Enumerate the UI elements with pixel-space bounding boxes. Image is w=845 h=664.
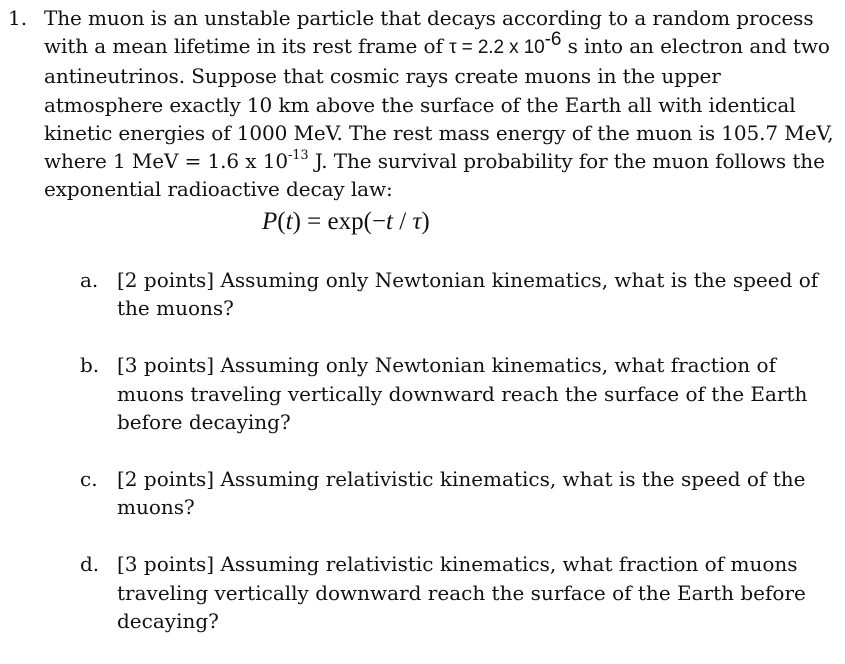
part-letter: a. (80, 268, 99, 292)
lifetime-expression: τ = 2.2 x 10 (449, 37, 545, 59)
eq-lhs-close: ) (292, 208, 301, 236)
eq-lhs-open: ( (277, 208, 286, 236)
part-d (80, 550, 830, 635)
problem-1 (8, 4, 838, 245)
eq-rhs-close: ) (421, 208, 430, 236)
part-text: [3 points] Assuming relativistic kinematics, what fraction of muons traveling vertically downward reach the surface of the Earth before decaying? (117, 552, 806, 633)
part-text: [3 points] Assuming only Newtonian kinematics, what fraction of muons traveling vertically downward reach the surface of the Earth before decaying? (117, 353, 808, 434)
lifetime-exponent: -6 (544, 28, 562, 50)
problem-statement (44, 4, 838, 203)
part-b (80, 351, 830, 436)
part-letter: d. (80, 552, 100, 577)
problem-header (8, 4, 838, 203)
stem-text-1: The muon is an unstable particle that decays according to a random process with a mean lifetime in its rest frame of (44, 6, 814, 59)
mev-exponent: -13 (287, 148, 309, 164)
part-letter: b. (80, 353, 100, 378)
eq-lhs-t: t (285, 208, 293, 236)
part-letter: c. (80, 467, 98, 492)
eq-rhs-open: (− (363, 208, 387, 236)
eq-rhs-slash: / (392, 208, 413, 236)
problem-number: 1. (8, 6, 28, 30)
part-a (80, 266, 830, 322)
eq-equals-exp: = exp (300, 208, 364, 236)
sub-questions (80, 266, 830, 664)
part-text: [2 points] Assuming only Newtonian kinematics, what is the speed of the muons? (117, 268, 819, 321)
eq-lhs-p: P (262, 208, 278, 236)
eq-rhs-t: t (386, 208, 393, 236)
part-c (80, 465, 830, 521)
stem-text-3: J. The survival probability for the muon follows the exponential radioactive decay law: (44, 149, 825, 202)
stem-text-2: s into an electron and two antineutrinos. Suppose that cosmic rays create muons in the upper atmosphere exactly 10 km above the surface of the Earth all with identical kinetic energies of 1000 MeV. The rest mass energy of the muon is 105.7 MeV, where 1 MeV = 1.6 x 10 (44, 34, 834, 174)
eq-rhs-tau: τ (412, 208, 422, 236)
decay-law-equation (262, 205, 838, 245)
part-text: [2 points] Assuming relativistic kinematics, what is the speed of the muons? (117, 467, 806, 520)
